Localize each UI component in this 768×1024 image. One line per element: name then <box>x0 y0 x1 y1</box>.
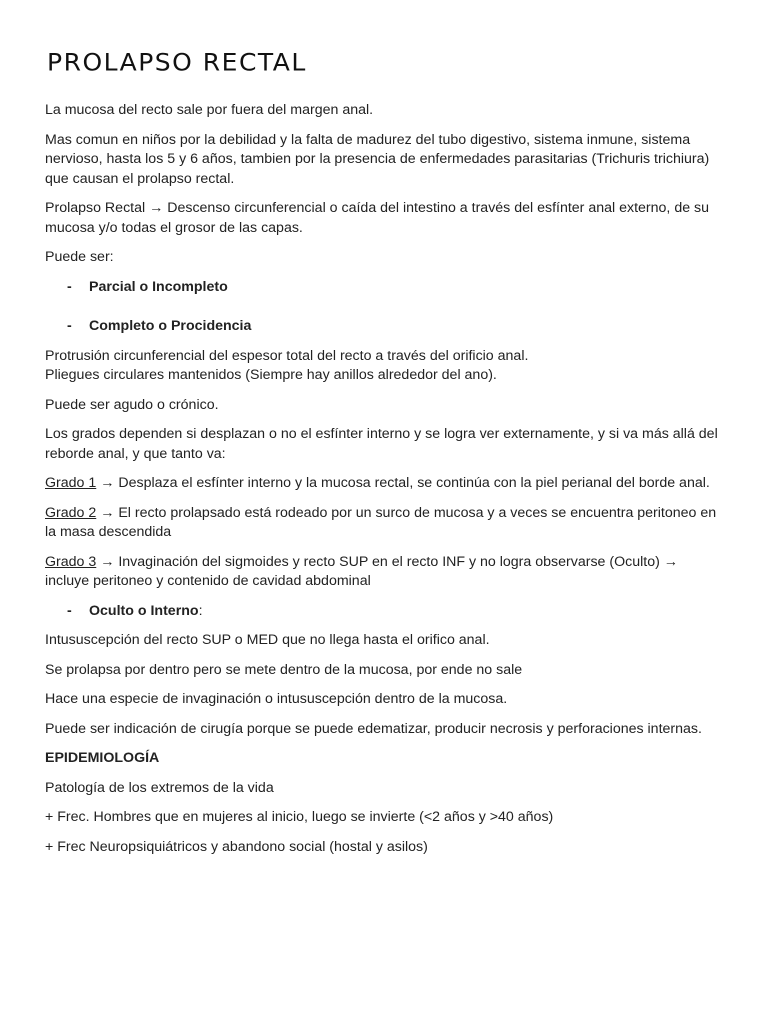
grade-2-text: → El recto prolapsado está rodeado por un surco de mucosa y a veces se encuentra peritoneo en la masa descendida <box>45 504 717 540</box>
section-heading-epidemiology: EPIDEMIOLOGÍA <box>45 750 160 766</box>
paragraph-grades-intro: Los grados dependen si desplazan o no el esfínter interno y se logra ver externamente, y si va más allá del reborde anal, y que tanto va: <box>45 426 718 462</box>
bullet-dash: - <box>67 318 72 334</box>
bullet-text: Oculto o Interno: <box>89 602 203 619</box>
bullet-text: Parcial o Incompleto <box>89 278 228 295</box>
paragraph-grade-2 <box>45 504 725 543</box>
paragraph-prolapse-definition: Prolapso Rectal → Descenso circunferencial o caída del intestino a través del esfínter anal externo, de su mucosa y/o todas el grosor de las capas. <box>45 200 710 236</box>
paragraph-types-intro: Puede ser: <box>45 249 114 265</box>
paragraph-invagination: Hace una especie de invaginación o intususcepción dentro de la mucosa. <box>45 691 508 707</box>
grade-2-label: Grado 2 <box>45 504 97 521</box>
paragraph-surgery: Puede ser indicación de cirugía porque se puede edematizar, producir necrosis y perforaciones internas. <box>45 720 702 737</box>
paragraph-intussusception: Intususcepción del recto SUP o MED que no llega hasta el orifico anal. <box>45 632 490 648</box>
bullet-occult <box>45 602 725 622</box>
paragraph-grade-1 <box>45 474 725 494</box>
paragraph-epi-extremes: Patología de los extremos de la vida <box>45 779 274 796</box>
bullet-dash: - <box>67 602 72 619</box>
bullet-text: Completo o Procidencia <box>89 318 252 334</box>
paragraph-epidemiology-children: Mas comun en niños por la debilidad y la falta de madurez del tubo digestivo, sistema inmune, sistema nervioso, hasta los 5 y 6 años, tambien por la presencia de enfermedades parasitarias (Trichuris trichiura) que causan el prolapso rectal. <box>45 131 710 187</box>
paragraph-grade-3 <box>45 553 725 592</box>
grade-1-label: Grado 1 <box>45 475 97 491</box>
line-protrusion: Protrusión circunferencial del espesor total del recto a través del orificio anal. <box>45 347 529 364</box>
paragraph-acute-chronic: Puede ser agudo o crónico. <box>45 396 219 413</box>
paragraph-definition: La mucosa del recto sale por fuera del margen anal. <box>45 102 374 118</box>
grade-3-label: Grado 3 <box>45 553 97 570</box>
line-folds: Pliegues circulares mantenidos (Siempre hay anillos alrededor del ano). <box>45 367 497 383</box>
bullet-complete <box>45 317 725 337</box>
bullet-dash: - <box>67 278 72 295</box>
paragraph-epi-neuro: + Frec Neuropsiquiátricos y abandono social (hostal y asilos) <box>45 838 428 855</box>
page-title: PROLAPSO RECTAL <box>47 48 307 77</box>
grade-3-text: → Invaginación del sigmoides y recto SUP en el recto INF y no logra observarse (Oculto) → incluye peritoneo y contenido de cavidad abdominal <box>45 553 678 589</box>
paragraph-complete-description <box>45 347 725 386</box>
document-body <box>45 101 725 867</box>
bullet-partial <box>45 278 725 298</box>
grade-1-text: → Desplaza el esfínter interno y la mucosa rectal, se continúa con la piel perianal del borde anal. <box>96 475 710 491</box>
paragraph-prolapse-inside: Se prolapsa por dentro pero se mete dentro de la mucosa, por ende no sale <box>45 661 523 678</box>
paragraph-epi-men: + Frec. Hombres que en mujeres al inicio, luego se invierte (<2 años y >40 años) <box>45 809 554 825</box>
